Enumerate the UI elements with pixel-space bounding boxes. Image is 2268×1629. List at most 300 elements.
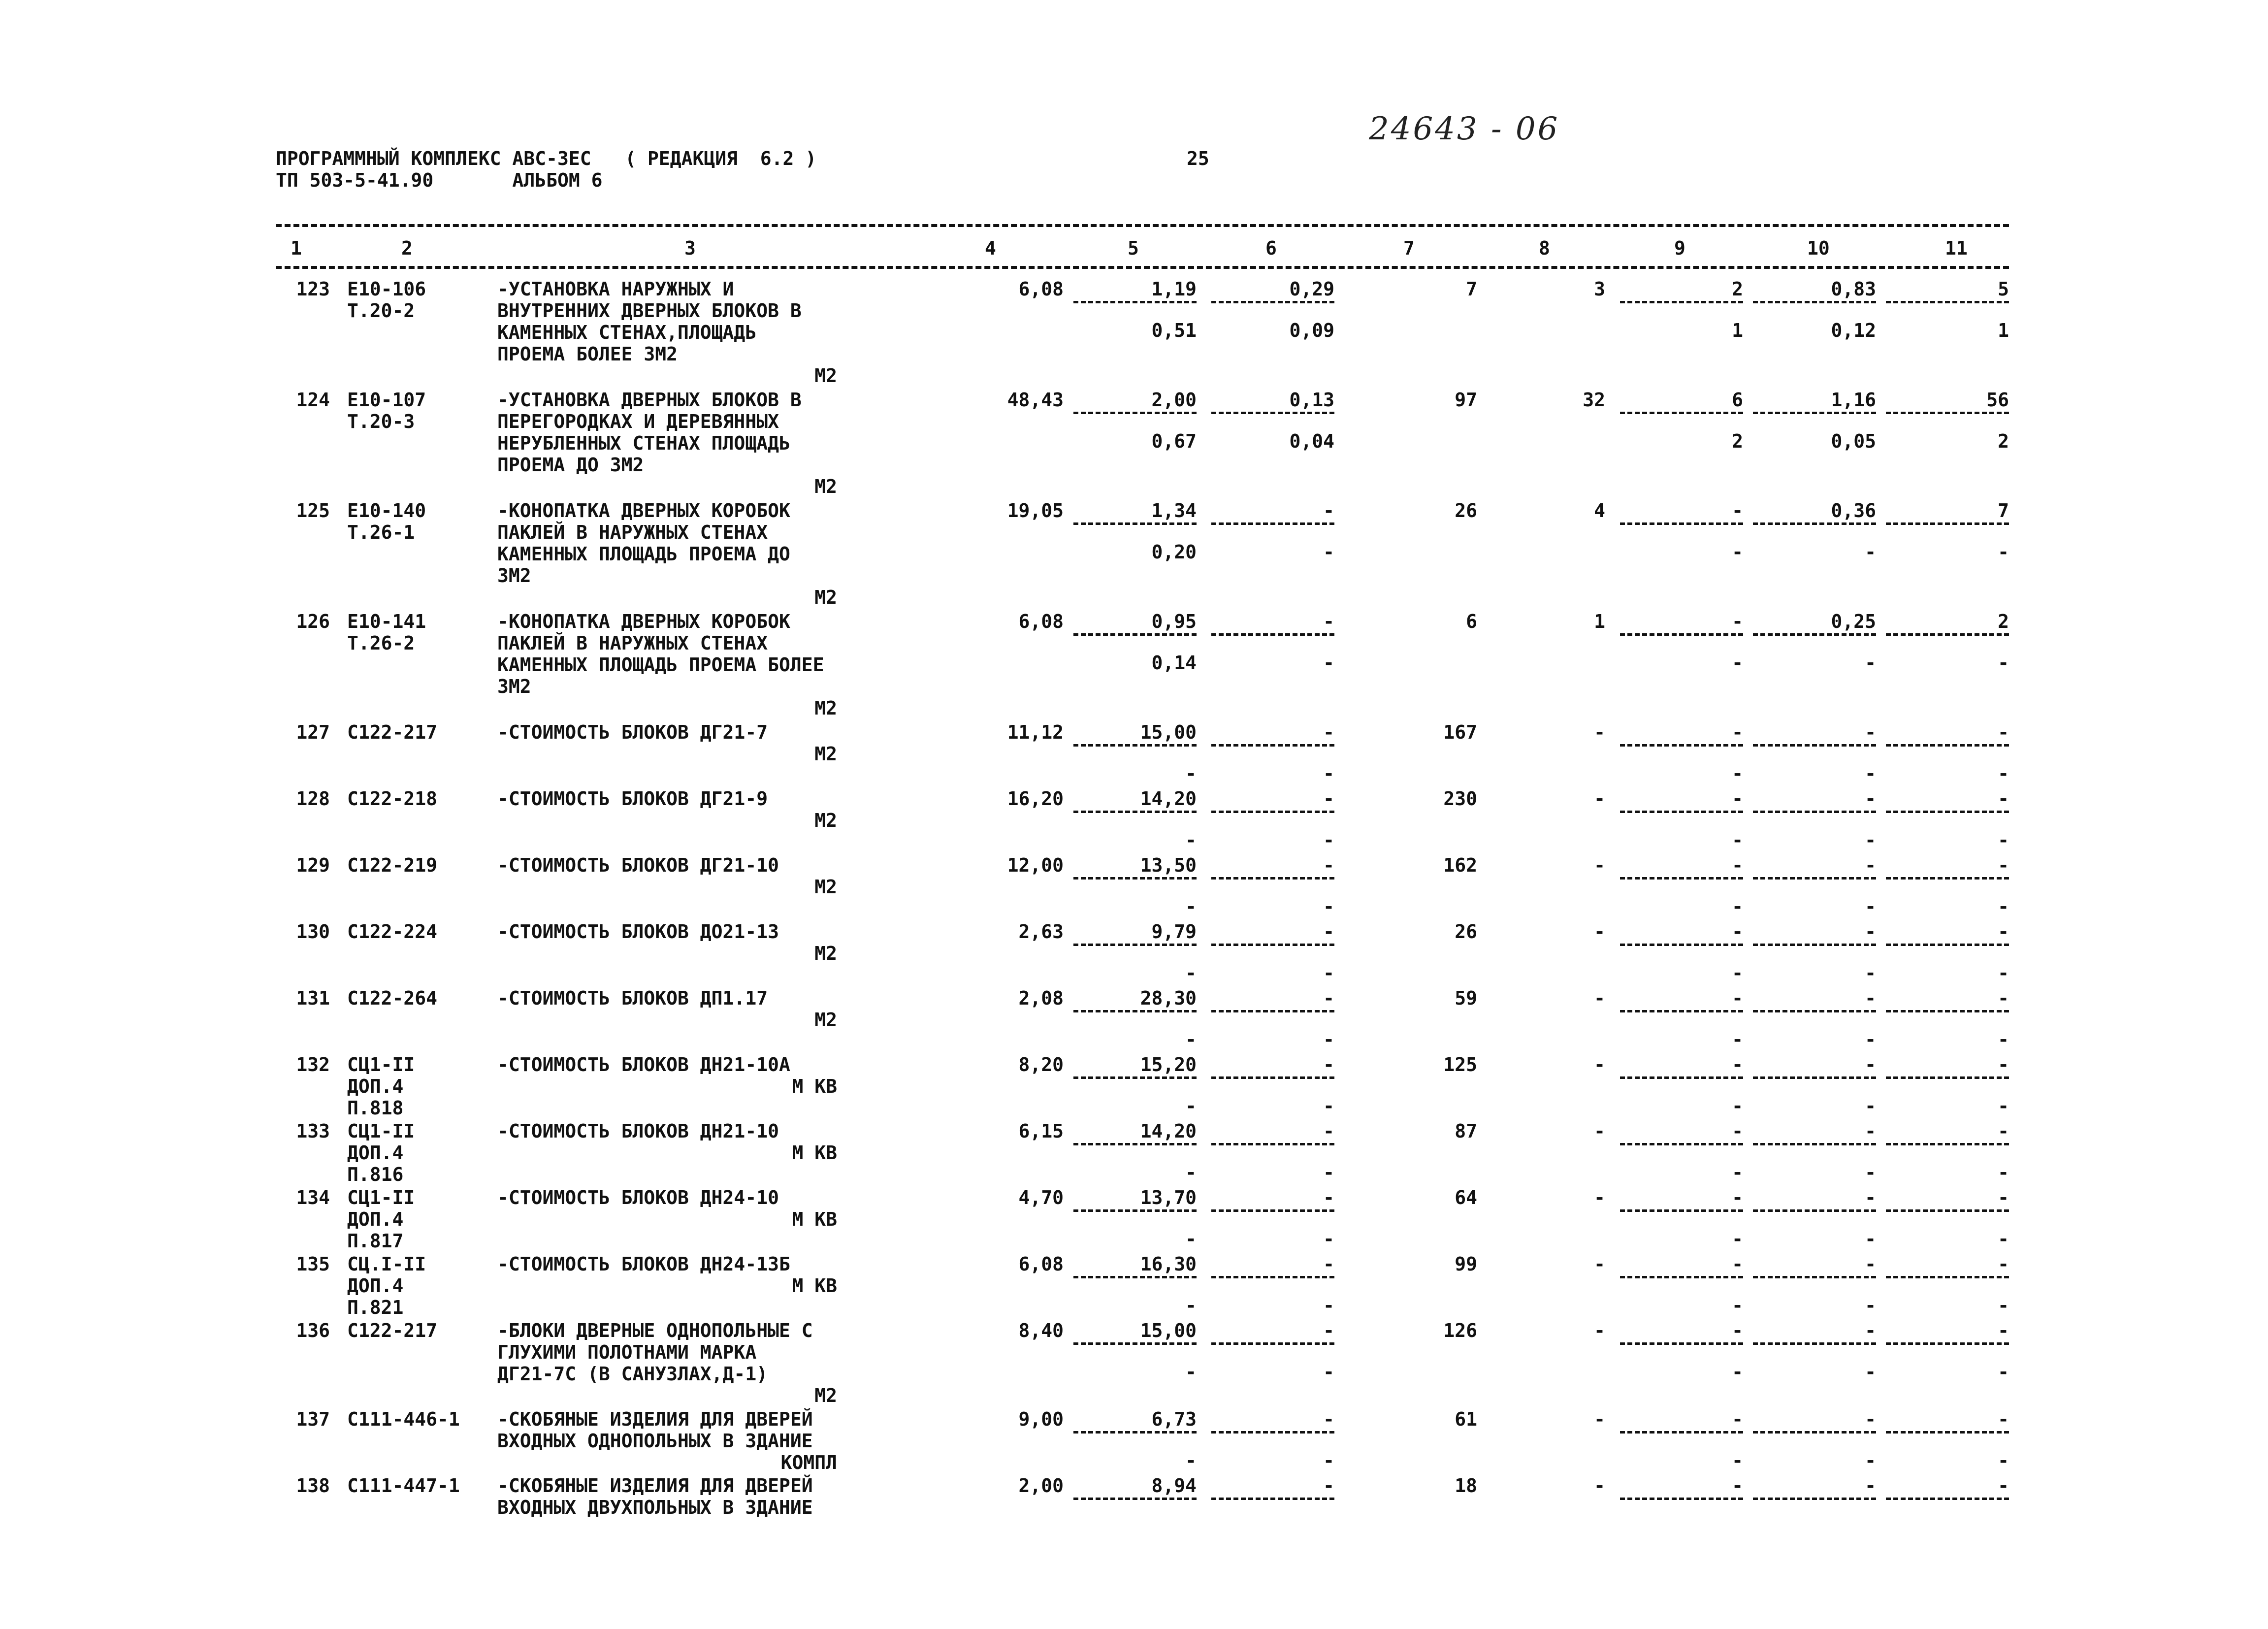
cell-col11-sub: - xyxy=(1998,1361,2009,1383)
cell-col8: - xyxy=(1594,1320,1605,1341)
row-number: 128 xyxy=(296,788,330,810)
cell-col5-sub: - xyxy=(1185,1450,1197,1471)
cell-divider xyxy=(1211,301,1334,303)
row-unit: М2 xyxy=(814,810,837,831)
cell-col8: 4 xyxy=(1594,500,1605,521)
cell-col9: - xyxy=(1732,1253,1743,1275)
cell-col6: - xyxy=(1323,921,1334,943)
cell-divider xyxy=(1211,1342,1334,1345)
cell-divider xyxy=(1073,1209,1197,1212)
cell-divider xyxy=(1073,1431,1197,1434)
cell-col5-sub: - xyxy=(1185,1095,1197,1117)
cell-divider xyxy=(1211,1143,1334,1145)
row-unit: М2 xyxy=(814,876,837,898)
cell-col11-sub: - xyxy=(1998,829,2009,851)
row-code: С122-218 xyxy=(347,788,438,810)
cell-divider xyxy=(1073,811,1197,813)
cell-col4: 48,43 xyxy=(1007,389,1064,411)
cell-col5-sub: - xyxy=(1185,1228,1197,1250)
cell-col6: - xyxy=(1323,1187,1334,1208)
cell-col11-sub: - xyxy=(1998,763,2009,784)
cell-col11: - xyxy=(1998,1408,2009,1430)
cell-divider xyxy=(1073,1342,1197,1345)
cell-col11: - xyxy=(1998,721,2009,743)
cell-divider xyxy=(1886,744,2009,747)
cell-divider xyxy=(1620,877,1743,880)
cell-col7: 97 xyxy=(1455,389,1477,411)
cell-col8: 3 xyxy=(1594,278,1605,300)
row-code: С111-447-1 xyxy=(347,1475,460,1497)
row-code: Т.20-3 xyxy=(347,411,415,432)
row-description: ПРОЕМА БОЛЕЕ 3М2 xyxy=(497,343,678,365)
cell-divider xyxy=(1620,1209,1743,1212)
cell-col10: - xyxy=(1865,788,1876,810)
cell-divider xyxy=(1211,1209,1334,1212)
row-code: ДОП.4 xyxy=(347,1275,404,1297)
cell-col5-sub: - xyxy=(1185,1295,1197,1316)
cell-col8: 32 xyxy=(1583,389,1605,411)
cell-col7: 26 xyxy=(1455,921,1477,943)
row-unit: М КВ xyxy=(792,1075,837,1097)
cell-col10-sub: - xyxy=(1865,962,1876,984)
cell-divider xyxy=(1753,811,1876,813)
cell-divider xyxy=(1073,412,1197,414)
row-code: С122-217 xyxy=(347,721,438,743)
cell-col11-sub: 1 xyxy=(1998,320,2009,341)
cell-divider xyxy=(1620,744,1743,747)
cell-divider xyxy=(1620,1498,1743,1500)
cell-col9-sub: 2 xyxy=(1732,430,1743,452)
cell-col8: - xyxy=(1594,1187,1605,1208)
cell-divider xyxy=(1753,1076,1876,1079)
cell-col9-sub: - xyxy=(1732,1450,1743,1471)
row-description: ПРОЕМА ДО 3М2 xyxy=(497,454,644,476)
cell-divider xyxy=(1753,522,1876,525)
cell-divider xyxy=(1073,633,1197,636)
cell-col11: 7 xyxy=(1998,500,2009,521)
col-header-11: 11 xyxy=(1945,237,1968,259)
cell-col6-sub: - xyxy=(1323,1029,1334,1050)
cell-col11: - xyxy=(1998,1187,2009,1208)
cell-col9: - xyxy=(1732,987,1743,1009)
row-unit: М2 xyxy=(814,943,837,964)
cell-divider xyxy=(1211,811,1334,813)
cell-col7: 61 xyxy=(1455,1408,1477,1430)
row-description: -УСТАНОВКА НАРУЖНЫХ И xyxy=(497,278,734,300)
cell-col6: 0,29 xyxy=(1289,278,1334,300)
cell-col8: - xyxy=(1594,1475,1605,1497)
cell-col4: 6,15 xyxy=(1018,1120,1064,1142)
cell-col5-sub: 0,51 xyxy=(1151,320,1197,341)
row-description: -СТОИМОСТЬ БЛОКОВ ДГ21-9 xyxy=(497,788,768,810)
cell-col5: 0,95 xyxy=(1151,611,1197,632)
cell-col7: 18 xyxy=(1455,1475,1477,1497)
cell-col9-sub: - xyxy=(1732,1228,1743,1250)
row-unit: КОМПЛ xyxy=(780,1452,837,1473)
cell-col5-sub: 0,67 xyxy=(1151,430,1197,452)
cell-col9-sub: - xyxy=(1732,1029,1743,1050)
cell-col8: - xyxy=(1594,1054,1605,1075)
cell-col11: - xyxy=(1998,1054,2009,1075)
cell-col6-sub: - xyxy=(1323,896,1334,917)
cell-col10-sub: - xyxy=(1865,1450,1876,1471)
cell-col4: 2,63 xyxy=(1018,921,1064,943)
cell-col11: - xyxy=(1998,854,2009,876)
cell-col8: - xyxy=(1594,1408,1605,1430)
row-code: ДОП.4 xyxy=(347,1142,404,1164)
row-unit: М КВ xyxy=(792,1208,837,1230)
cell-col9-sub: 1 xyxy=(1732,320,1743,341)
cell-divider xyxy=(1886,877,2009,880)
cell-col5-sub: - xyxy=(1185,896,1197,917)
cell-col10-sub: 0,05 xyxy=(1831,430,1876,452)
cell-col10: - xyxy=(1865,854,1876,876)
cell-col9-sub: - xyxy=(1732,763,1743,784)
row-description: -КОНОПАТКА ДВЕРНЫХ КОРОБОК xyxy=(497,500,790,521)
cell-col6: - xyxy=(1323,1408,1334,1430)
row-code: П.821 xyxy=(347,1297,404,1318)
cell-col5: 15,00 xyxy=(1140,1320,1197,1341)
cell-col10: - xyxy=(1865,1253,1876,1275)
column-header-row xyxy=(0,237,2268,259)
col-header-2: 2 xyxy=(401,237,413,259)
cell-col6: - xyxy=(1323,1054,1334,1075)
cell-col10-sub: - xyxy=(1865,829,1876,851)
cell-col10: - xyxy=(1865,1408,1876,1430)
cell-divider xyxy=(1211,744,1334,747)
cell-col10-sub: - xyxy=(1865,763,1876,784)
cell-col4: 2,08 xyxy=(1018,987,1064,1009)
col-header-10: 10 xyxy=(1807,237,1830,259)
row-description: -СКОБЯНЫЕ ИЗДЕЛИЯ ДЛЯ ДВЕРЕЙ xyxy=(497,1475,813,1497)
cell-col5: 13,50 xyxy=(1140,854,1197,876)
row-description: ДГ21-7С (В САНУЗЛАХ,Д-1) xyxy=(497,1363,768,1385)
cell-col5: 15,20 xyxy=(1140,1054,1197,1075)
cell-divider xyxy=(1620,1143,1743,1145)
cell-col9-sub: - xyxy=(1732,541,1743,563)
cell-col5-sub: 0,20 xyxy=(1151,541,1197,563)
cell-divider xyxy=(1753,1431,1876,1434)
row-code: П.816 xyxy=(347,1164,404,1185)
cell-col7: 6 xyxy=(1466,611,1477,632)
row-number: 130 xyxy=(296,921,330,943)
cell-col9: - xyxy=(1732,1320,1743,1341)
row-unit: М КВ xyxy=(792,1142,837,1164)
row-code: С122-264 xyxy=(347,987,438,1009)
top-rule xyxy=(276,224,2009,227)
cell-col6: - xyxy=(1323,788,1334,810)
row-number: 126 xyxy=(296,611,330,632)
cell-col4: 4,70 xyxy=(1018,1187,1064,1208)
row-code: П.818 xyxy=(347,1097,404,1119)
cell-divider xyxy=(1073,522,1197,525)
cell-divider xyxy=(1886,1209,2009,1212)
cell-col5: 28,30 xyxy=(1140,987,1197,1009)
cell-col4: 2,00 xyxy=(1018,1475,1064,1497)
cell-col11-sub: 2 xyxy=(1998,430,2009,452)
row-unit: М2 xyxy=(814,476,837,497)
cell-divider xyxy=(1211,522,1334,525)
cell-col11: 5 xyxy=(1998,278,2009,300)
row-description: 3М2 xyxy=(497,676,531,697)
cell-col4: 8,40 xyxy=(1018,1320,1064,1341)
row-number: 137 xyxy=(296,1408,330,1430)
cell-col10-sub: - xyxy=(1865,1361,1876,1383)
cell-col10: - xyxy=(1865,987,1876,1009)
cell-col9: - xyxy=(1732,611,1743,632)
cell-col5-sub: - xyxy=(1185,1361,1197,1383)
col-header-7: 7 xyxy=(1403,237,1415,259)
cell-col6-sub: 0,09 xyxy=(1289,320,1334,341)
cell-col4: 11,12 xyxy=(1007,721,1064,743)
cell-col10-sub: - xyxy=(1865,1029,1876,1050)
cell-col6-sub: - xyxy=(1323,829,1334,851)
cell-col5: 8,94 xyxy=(1151,1475,1197,1497)
program-title: ПРОГРАММНЫЙ КОМПЛЕКС АВС-3ЕС ( РЕДАКЦИЯ 6.2 ) xyxy=(276,148,817,169)
cell-divider xyxy=(1753,877,1876,880)
cell-col5: 9,79 xyxy=(1151,921,1197,943)
cell-col6-sub: - xyxy=(1323,962,1334,984)
cell-col9-sub: - xyxy=(1732,829,1743,851)
cell-divider xyxy=(1886,1431,2009,1434)
cell-col7: 59 xyxy=(1455,987,1477,1009)
row-code: ДОП.4 xyxy=(347,1208,404,1230)
cell-col5: 16,30 xyxy=(1140,1253,1197,1275)
cell-col4: 8,20 xyxy=(1018,1054,1064,1075)
row-code: С122-217 xyxy=(347,1320,438,1341)
cell-col6: 0,13 xyxy=(1289,389,1334,411)
row-description: -СТОИМОСТЬ БЛОКОВ ДО21-13 xyxy=(497,921,779,943)
cell-col11-sub: - xyxy=(1998,1450,2009,1471)
cell-col6-sub: 0,04 xyxy=(1289,430,1334,452)
cell-col9: 6 xyxy=(1732,389,1743,411)
cell-divider xyxy=(1620,522,1743,525)
cell-divider xyxy=(1753,301,1876,303)
cell-col8: - xyxy=(1594,721,1605,743)
cell-col11: 2 xyxy=(1998,611,2009,632)
cell-col10-sub: - xyxy=(1865,1095,1876,1117)
cell-divider xyxy=(1073,1010,1197,1012)
cell-col10: - xyxy=(1865,1187,1876,1208)
cell-col9: - xyxy=(1732,921,1743,943)
cell-divider xyxy=(1753,633,1876,636)
row-number: 133 xyxy=(296,1120,330,1142)
cell-divider xyxy=(1753,1498,1876,1500)
cell-divider xyxy=(1753,1143,1876,1145)
cell-divider xyxy=(1886,811,2009,813)
cell-col8: - xyxy=(1594,854,1605,876)
cell-col6-sub: - xyxy=(1323,541,1334,563)
cell-divider xyxy=(1886,1276,2009,1278)
cell-divider xyxy=(1073,877,1197,880)
col-header-4: 4 xyxy=(985,237,996,259)
cell-col9: - xyxy=(1732,788,1743,810)
row-unit: М2 xyxy=(814,1385,837,1406)
cell-col6: - xyxy=(1323,1120,1334,1142)
cell-col6-sub: - xyxy=(1323,652,1334,674)
row-description: ПАКЛЕЙ В НАРУЖНЫХ СТЕНАХ xyxy=(497,632,768,654)
row-number: 125 xyxy=(296,500,330,521)
cell-col7: 125 xyxy=(1443,1054,1477,1075)
cell-divider xyxy=(1753,1342,1876,1345)
row-unit: М2 xyxy=(814,697,837,719)
cell-col11-sub: - xyxy=(1998,1162,2009,1183)
cell-col4: 6,08 xyxy=(1018,1253,1064,1275)
row-number: 138 xyxy=(296,1475,330,1497)
cell-col5-sub: - xyxy=(1185,763,1197,784)
cell-divider xyxy=(1753,1209,1876,1212)
row-description: КАМЕННЫХ СТЕНАХ,ПЛОЩАДЬ xyxy=(497,322,757,343)
cell-divider xyxy=(1620,944,1743,946)
cell-col11-sub: - xyxy=(1998,1295,2009,1316)
cell-col5-sub: - xyxy=(1185,829,1197,851)
row-code: СЦ1-II xyxy=(347,1187,415,1208)
cell-col11-sub: - xyxy=(1998,541,2009,563)
cell-divider xyxy=(1886,944,2009,946)
row-description: -УСТАНОВКА ДВЕРНЫХ БЛОКОВ В xyxy=(497,389,802,411)
cell-divider xyxy=(1073,301,1197,303)
col-header-9: 9 xyxy=(1674,237,1685,259)
cell-col9-sub: - xyxy=(1732,1295,1743,1316)
row-code: Т.26-1 xyxy=(347,521,415,543)
cell-col9-sub: - xyxy=(1732,896,1743,917)
cell-divider xyxy=(1211,1276,1334,1278)
row-description: -БЛОКИ ДВЕРНЫЕ ОДНОПОЛЬНЫЕ С xyxy=(497,1320,813,1341)
cell-col9-sub: - xyxy=(1732,1095,1743,1117)
cell-col6-sub: - xyxy=(1323,1228,1334,1250)
cell-col5: 14,20 xyxy=(1140,1120,1197,1142)
cell-col7: 87 xyxy=(1455,1120,1477,1142)
row-description: -СТОИМОСТЬ БЛОКОВ ДГ21-10 xyxy=(497,854,779,876)
cell-col5-sub: - xyxy=(1185,1162,1197,1183)
cell-col6: - xyxy=(1323,1253,1334,1275)
cell-col7: 64 xyxy=(1455,1187,1477,1208)
cell-col9: - xyxy=(1732,1187,1743,1208)
cell-col7: 26 xyxy=(1455,500,1477,521)
cell-divider xyxy=(1620,1076,1743,1079)
row-code: С111-446-1 xyxy=(347,1408,460,1430)
row-description: ПЕРЕГОРОДКАХ И ДЕРЕВЯННЫХ xyxy=(497,411,779,432)
cell-col10-sub: - xyxy=(1865,1228,1876,1250)
row-code: Т.26-2 xyxy=(347,632,415,654)
cell-col5-sub: 0,14 xyxy=(1151,652,1197,674)
cell-col11: - xyxy=(1998,1253,2009,1275)
cell-col5: 13,70 xyxy=(1140,1187,1197,1208)
cell-col11-sub: - xyxy=(1998,962,2009,984)
row-code: СЦ1-II xyxy=(347,1120,415,1142)
row-description: КАМЕННЫХ ПЛОЩАДЬ ПРОЕМА ДО xyxy=(497,543,790,565)
row-code: СЦ.I-II xyxy=(347,1253,426,1275)
cell-col6: - xyxy=(1323,500,1334,521)
cell-col6: - xyxy=(1323,854,1334,876)
row-description: -СТОИМОСТЬ БЛОКОВ ДН24-13Б xyxy=(497,1253,790,1275)
row-code: Е10-106 xyxy=(347,278,426,300)
col-header-5: 5 xyxy=(1128,237,1139,259)
cell-divider xyxy=(1211,1431,1334,1434)
cell-col5: 1,34 xyxy=(1151,500,1197,521)
cell-col11-sub: - xyxy=(1998,1029,2009,1050)
cell-col9: - xyxy=(1732,721,1743,743)
cell-divider xyxy=(1073,1076,1197,1079)
cell-col8: - xyxy=(1594,788,1605,810)
cell-divider xyxy=(1620,1010,1743,1012)
cell-col4: 16,20 xyxy=(1007,788,1064,810)
cell-col6: - xyxy=(1323,987,1334,1009)
cell-col6: - xyxy=(1323,1320,1334,1341)
cell-divider xyxy=(1886,1010,2009,1012)
row-number: 136 xyxy=(296,1320,330,1341)
cell-col11: - xyxy=(1998,1475,2009,1497)
row-description: ВХОДНЫХ ДВУХПОЛЬНЫХ В ЗДАНИЕ xyxy=(497,1497,813,1518)
cell-col6-sub: - xyxy=(1323,1450,1334,1471)
cell-col11: - xyxy=(1998,788,2009,810)
cell-col9: - xyxy=(1732,1475,1743,1497)
cell-col7: 126 xyxy=(1443,1320,1477,1341)
handwritten-number: 24643 - 06 xyxy=(1369,111,1560,147)
cell-divider xyxy=(1886,1498,2009,1500)
cell-col8: - xyxy=(1594,1253,1605,1275)
cell-divider xyxy=(1753,1276,1876,1278)
row-number: 135 xyxy=(296,1253,330,1275)
cell-col10: 0,25 xyxy=(1831,611,1876,632)
cell-divider xyxy=(1620,412,1743,414)
row-code: Е10-141 xyxy=(347,611,426,632)
cell-divider xyxy=(1073,1143,1197,1145)
cell-divider xyxy=(1211,633,1334,636)
cell-col11: - xyxy=(1998,987,2009,1009)
cell-col11: 56 xyxy=(1986,389,2009,411)
cell-col6-sub: - xyxy=(1323,1162,1334,1183)
cell-col10: - xyxy=(1865,921,1876,943)
cell-col10-sub: - xyxy=(1865,541,1876,563)
cell-col10: - xyxy=(1865,721,1876,743)
cell-col10: 0,83 xyxy=(1831,278,1876,300)
cell-col9: - xyxy=(1732,1120,1743,1142)
col-header-3: 3 xyxy=(684,237,696,259)
cell-divider xyxy=(1886,1143,2009,1145)
row-code: СЦ1-II xyxy=(347,1054,415,1075)
row-unit: М КВ xyxy=(792,1275,837,1297)
cell-col11-sub: - xyxy=(1998,896,2009,917)
cell-divider xyxy=(1620,1342,1743,1345)
cell-col10-sub: - xyxy=(1865,1162,1876,1183)
cell-col11-sub: - xyxy=(1998,652,2009,674)
cell-col8: 1 xyxy=(1594,611,1605,632)
row-description: ВНУТРЕННИХ ДВЕРНЫХ БЛОКОВ В xyxy=(497,300,802,322)
cell-col9-sub: - xyxy=(1732,652,1743,674)
cell-col6-sub: - xyxy=(1323,1095,1334,1117)
row-code: С122-219 xyxy=(347,854,438,876)
cell-col6: - xyxy=(1323,1475,1334,1497)
cell-col4: 6,08 xyxy=(1018,278,1064,300)
cell-col7: 7 xyxy=(1466,278,1477,300)
row-description: -КОНОПАТКА ДВЕРНЫХ КОРОБОК xyxy=(497,611,790,632)
cell-col6: - xyxy=(1323,721,1334,743)
cell-col10-sub: - xyxy=(1865,652,1876,674)
row-code: Е10-140 xyxy=(347,500,426,521)
col-header-8: 8 xyxy=(1539,237,1550,259)
cell-divider xyxy=(1620,1431,1743,1434)
cell-divider xyxy=(1753,412,1876,414)
cell-col6-sub: - xyxy=(1323,1361,1334,1383)
cell-col11-sub: - xyxy=(1998,1095,2009,1117)
cell-col9-sub: - xyxy=(1732,1361,1743,1383)
cell-divider xyxy=(1620,301,1743,303)
cell-col11: - xyxy=(1998,1320,2009,1341)
cell-divider xyxy=(1886,1342,2009,1345)
cell-col10: - xyxy=(1865,1475,1876,1497)
row-code: Т.20-2 xyxy=(347,300,415,322)
